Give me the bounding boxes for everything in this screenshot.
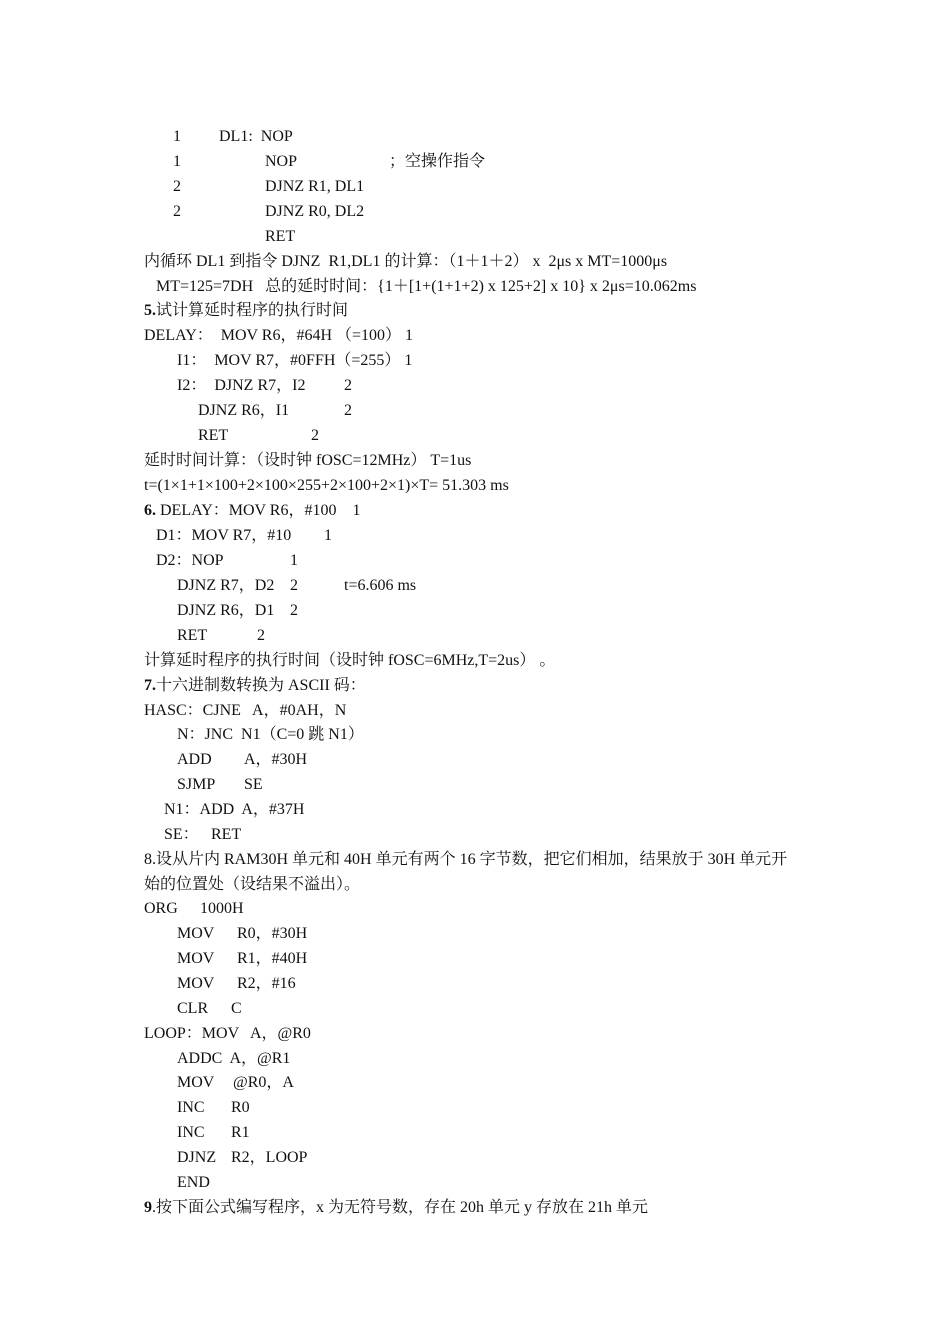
code-text: D1：MOV R7，#10 [156, 527, 292, 544]
cycle-count: 1 [173, 153, 181, 170]
text-line: 内循环 DL1 到指令 DJNZ R1,DL1 的计算：（1＋1＋2） x 2μs x MT=1000μs [144, 253, 668, 270]
text-line: 始的位置处（设结果不溢出）。 [144, 876, 361, 893]
code-text: DELAY：MOV R6，#100 1 [156, 502, 361, 519]
code-mnemonic: MOV [177, 950, 215, 967]
cycle-count: 2 [173, 203, 181, 220]
code-mnemonic: INC [177, 1124, 205, 1141]
cycle-count: 2 [311, 427, 319, 444]
code-line [0, 826, 242, 880]
code-mnemonic: DJNZ [177, 1149, 217, 1166]
code-operand: R1，#40H [237, 950, 308, 967]
text-line: 8.设从片内 RAM30H 单元和 40H 单元有两个 16 字节数，把它们相加，结果放于 30H 单元开 [144, 851, 788, 868]
cycle-count: 2 [344, 402, 352, 419]
code-text: N：JNC N1（C=0 跳 N1） [177, 726, 364, 743]
code-operand: 1000H [200, 900, 244, 917]
code-text: LOOP：MOV A，@R0 [144, 1025, 311, 1042]
cycle-count: 1 [290, 552, 298, 569]
code-operand: SE [244, 776, 263, 793]
text-line: t=(1×1+1×100+2×100×255+2×100+2×1)×T= 51.303 ms [144, 477, 509, 494]
section-title: 试计算延时程序的执行时间 [156, 302, 349, 319]
code-text: DJNZ R1, DL1 [265, 178, 365, 195]
code-mnemonic: MOV [177, 975, 215, 992]
code-operand: R0 [231, 1099, 250, 1116]
code-operand: A，#30H [244, 751, 308, 768]
text-line: 计算延时程序的执行时间（设时钟 fOSC=6MHz,T=2us） 。 [144, 652, 556, 669]
section-title: .按下面公式编写程序，x 为无符号数，存在 20h 单元 y 存放在 21h 单元 [152, 1199, 649, 1216]
section-heading-6 [144, 502, 360, 520]
code-text: RET [265, 228, 296, 245]
code-text: DJNZ R0, DL2 [265, 203, 365, 220]
code-text: DJNZ R6，I1 [198, 402, 290, 419]
section-heading-5 [144, 302, 348, 320]
code-text: RET [198, 427, 229, 444]
code-operand: R2，LOOP [231, 1149, 308, 1166]
code-operand: @R0，A [233, 1074, 294, 1091]
code-operand: R2，#16 [237, 975, 296, 992]
cycle-count: 1 [324, 527, 332, 544]
cycle-count: 2 [290, 577, 298, 594]
code-mnemonic: RET [211, 826, 242, 843]
cycle-count: 2 [290, 602, 298, 619]
code-text: N1：ADD A，#37H [164, 801, 305, 818]
code-mnemonic: ORG [144, 900, 178, 917]
code-mnemonic: MOV [177, 925, 215, 942]
code-text: I2： DJNZ R7，I2 [177, 377, 306, 394]
code-operand: C [231, 1000, 242, 1017]
code-line [0, 627, 265, 681]
cycle-count: 2 [344, 377, 352, 394]
code-mnemonic: INC [177, 1099, 205, 1116]
section-number: 6. [144, 502, 156, 519]
cycle-count: 2 [257, 627, 265, 644]
code-line: HASC：CJNE A，#0AH，N [144, 702, 347, 719]
code-text: I1： MOV R7，#0FFH（=255） 1 [177, 352, 413, 369]
cycle-count: 1 [173, 128, 181, 145]
code-text: NOP [265, 153, 298, 170]
code-line [0, 1174, 210, 1210]
code-line [0, 228, 296, 264]
code-operand: R0，#30H [237, 925, 308, 942]
result-note: t=6.606 ms [344, 577, 417, 594]
code-text: DL1: NOP [219, 128, 293, 145]
code-operand: R1 [231, 1124, 250, 1141]
code-text: DJNZ R7，D2 [177, 577, 275, 594]
section-heading-9 [144, 1199, 648, 1217]
code-text: DJNZ R6，D1 [177, 602, 275, 619]
section-title: 十六进制数转换为 ASCII 码： [156, 677, 366, 694]
code-text: ADDC A，@R1 [177, 1050, 291, 1067]
code-text: DELAY： MOV R6，#64H （=100） 1 [144, 327, 414, 344]
code-text: D2：NOP [156, 552, 224, 569]
text-line: 延时时间计算：（设时钟 fOSC=12MHz） T=1us [144, 452, 472, 469]
section-number: 5. [144, 302, 156, 319]
code-mnemonic: END [177, 1174, 210, 1191]
section-number: 9 [144, 1199, 152, 1216]
section-heading-7 [144, 677, 366, 695]
text-line: MT=125=7DH 总的延时时间：{1＋[1+(1+1+2) x 125+2] x 10} x 2μs=10.062ms [144, 278, 697, 295]
code-comment: ；空操作指令 [389, 153, 486, 170]
code-mnemonic: SJMP [177, 776, 216, 793]
section-number: 7. [144, 677, 156, 694]
code-label: SE： [164, 826, 199, 843]
code-mnemonic: CLR [177, 1000, 209, 1017]
cycle-count: 2 [173, 178, 181, 195]
code-mnemonic: ADD [177, 751, 212, 768]
code-text: RET [177, 627, 208, 644]
code-mnemonic: MOV [177, 1074, 215, 1091]
